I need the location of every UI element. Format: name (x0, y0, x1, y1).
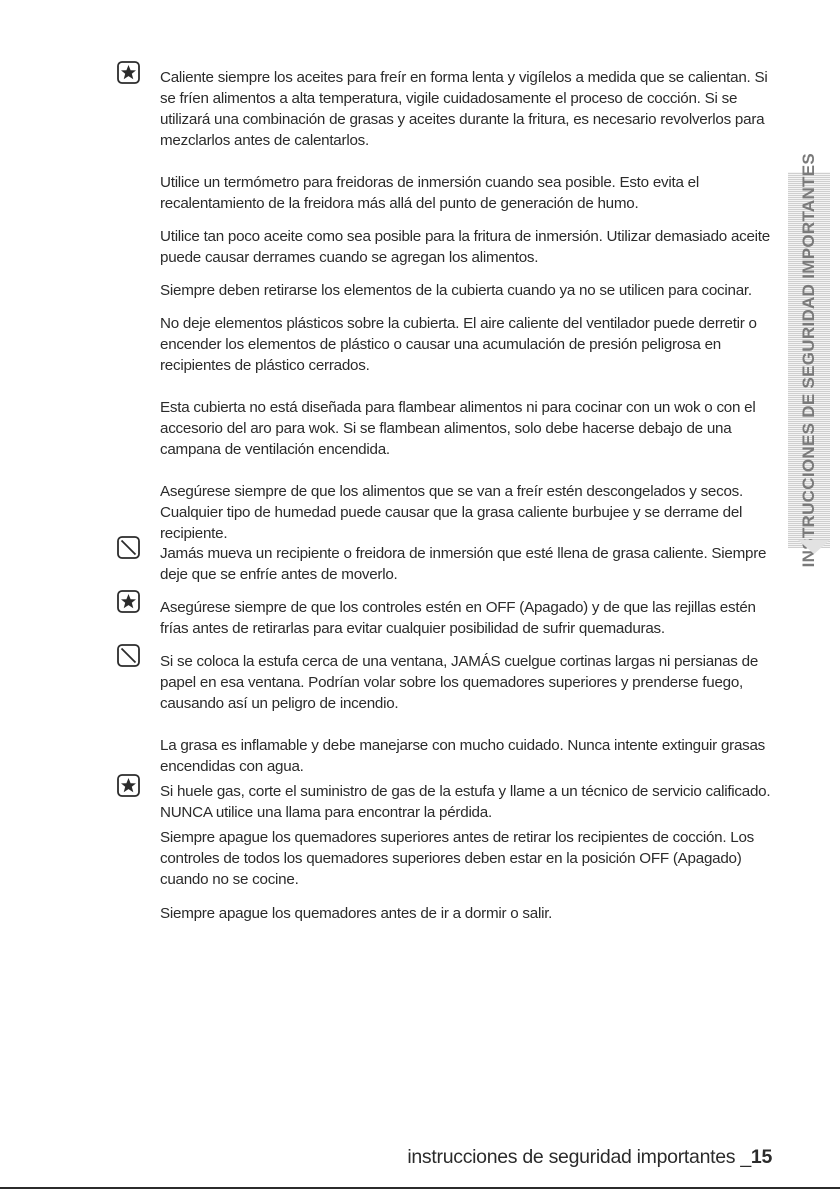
side-tab-tail (798, 540, 830, 554)
paragraph-4: Siempre deben retirarse los elementos de la cubierta cuando ya no se utilicen para cocinar. (160, 282, 752, 299)
paragraph-9: Asegúrese siempre de que los controles estén en OFF (Apagado) y de que las rejillas estén frías antes de retirarlas para evitar cualquier posibilidad de sufrir quemaduras. (160, 599, 756, 637)
star-icon (117, 774, 140, 797)
paragraph-3: Utilice tan poco aceite como sea posible para la fritura de inmersión. Utilizar demasiado aceite puede causar derrames cuando se agregan los alimentos. (160, 228, 770, 266)
paragraph-7: Asegúrese siempre de que los alimentos que se van a freír estén descongelados y secos. Cualquier tipo de humedad puede causar que la grasa caliente burbujee y se derrame del recipiente. (160, 483, 743, 542)
paragraph-1: Caliente siempre los aceites para freír en forma lenta y vigílelos a medida que se calientan. Si se fríen alimentos a alta temperatura, vigile cuidadosamente el proceso de cocción. Si se utilizará una combinación de grasas y aceites durante la fritura, es necesario revolverlos para mezclarlos antes de calentarlos. (160, 69, 768, 149)
prohibited-icon (117, 536, 140, 559)
footer-title: instrucciones de seguridad importantes _ (407, 1146, 751, 1168)
paragraph-10: Si se coloca la estufa cerca de una ventana, JAMÁS cuelgue cortinas largas ni persianas de papel en esa ventana. Podrían volar sobre los quemadores superiores y prenderse fuego, causando así un peligro de incendio. (160, 653, 759, 712)
paragraph-6: Esta cubierta no está diseñada para flambear alimentos ni para cocinar con un wok o con el accesorio del aro para wok. Si se flambean alimentos, solo debe hacerse debajo de una campana de ventilación encendida. (160, 399, 756, 458)
footer-divider (0, 1187, 840, 1189)
paragraph-2: Utilice un termómetro para freidoras de inmersión cuando sea posible. Esto evita el recalentamiento de la freidora más allá del punto de generación de humo. (160, 174, 699, 212)
paragraph-13: Siempre apague los quemadores superiores antes de retirar los recipientes de cocción. Los controles de todos los quemadores superiores deben estar en la posición OFF (Apagado) cuando no se cocine. (160, 829, 755, 888)
paragraph-8: Jamás mueva un recipiente o freidora de inmersión que esté llena de grasa caliente. Siempre deje que se enfríe antes de moverlo. (160, 545, 767, 583)
paragraph-14: Siempre apague los quemadores antes de ir a dormir o salir. (160, 905, 553, 922)
prohibited-icon (117, 644, 140, 667)
page-number: 15 (750, 1146, 772, 1168)
side-tab-label: INSTRUCCIONES DE SEGURIDAD IMPORTANTES (799, 152, 818, 568)
paragraph-12: Si huele gas, corte el suministro de gas de la estufa y llame a un técnico de servicio calificado. NUNCA utilice una llama para encontrar la pérdida. (160, 783, 771, 821)
page-footer (407, 1146, 772, 1169)
side-chapter-tab (788, 152, 830, 568)
star-icon (117, 61, 140, 84)
paragraph-5: No deje elementos plásticos sobre la cubierta. El aire caliente del ventilador puede derretir o encender los elementos de plástico o causar una acumulación de presión peligrosa en recipientes de plástico cerrados. (160, 315, 757, 374)
paragraph-11: La grasa es inflamable y debe manejarse con mucho cuidado. Nunca intente extinguir grasas encendidas con agua. (160, 737, 766, 775)
star-icon (117, 590, 140, 613)
